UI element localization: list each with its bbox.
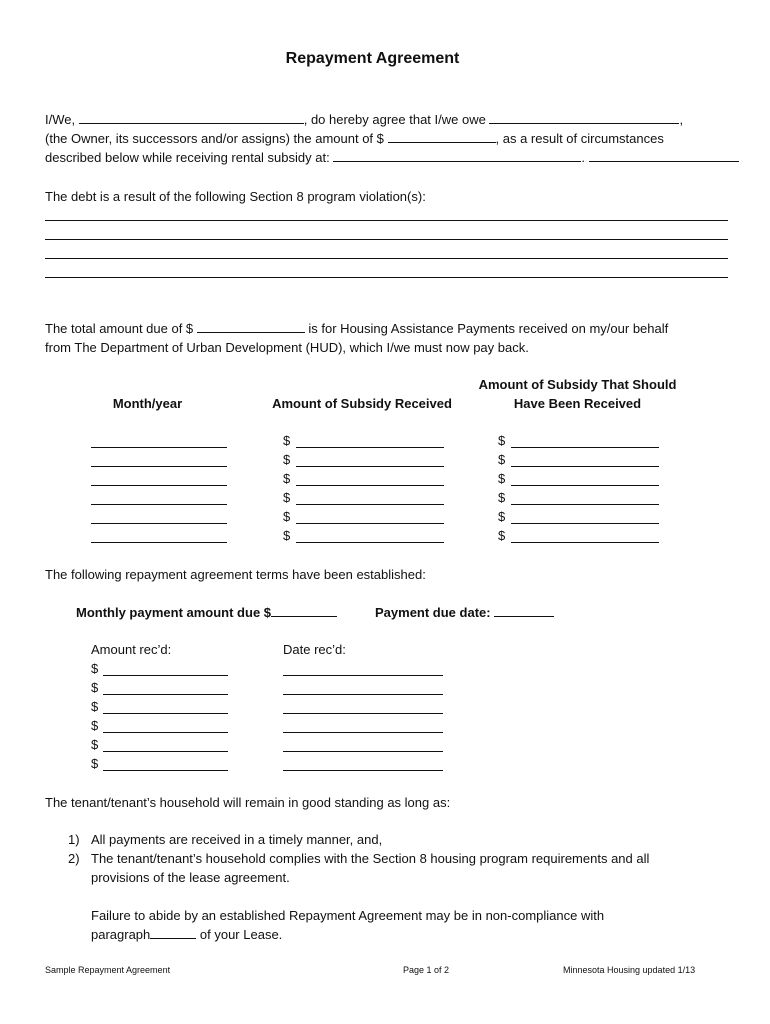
failure-line-2: [91, 927, 282, 942]
amount-recd-field[interactable]: [103, 770, 228, 771]
tenant-name-field[interactable]: [79, 112, 304, 124]
col-header-month: Month/year: [112, 396, 183, 411]
document-title: Repayment Agreement: [285, 50, 460, 67]
intro-text: , as a result of circumstances: [495, 131, 664, 146]
violation-line[interactable]: [45, 258, 728, 259]
monthly-payment-label: Monthly payment amount due $: [76, 605, 272, 620]
month-year-field[interactable]: [91, 542, 227, 543]
col-header-should-line1: Amount of Subsidy That Should: [478, 377, 677, 392]
intro-text: described below while receiving rental subsidy at:: [45, 150, 334, 165]
intro-text: .: [581, 150, 585, 165]
intro-line-2: [45, 131, 664, 146]
intro-text: I/We,: [45, 112, 79, 127]
address-field-2[interactable]: [589, 150, 739, 162]
amount-recd-currency: $: [91, 756, 99, 771]
received-amount-currency: $: [283, 528, 291, 543]
amount-recd-label: Amount rec’d:: [91, 642, 172, 657]
intro-line-3: [45, 150, 739, 165]
amount-recd-currency: $: [91, 680, 99, 695]
total-line-2: from The Department of Urban Development (HUD), which I/we must now pay back.: [45, 340, 529, 355]
should-amount-currency: $: [498, 528, 506, 543]
intro-line-1: [45, 112, 683, 127]
received-amount-field[interactable]: [296, 523, 444, 524]
should-amount-field[interactable]: [511, 542, 659, 543]
paragraph-number-field[interactable]: [150, 927, 196, 939]
amount-recd-field[interactable]: [103, 694, 228, 695]
amount-recd-field[interactable]: [103, 751, 228, 752]
condition-number-2: 2): [68, 851, 80, 866]
due-date-label: Payment due date:: [375, 605, 495, 620]
total-text: is for Housing Assistance Payments received on my/our behalf: [304, 321, 669, 336]
due-date-field[interactable]: [494, 605, 554, 617]
failure-line-1: Failure to abide by an established Repayment Agreement may be in non-compliance with: [91, 908, 605, 923]
footer-right: Minnesota Housing updated 1/13: [563, 965, 696, 975]
received-amount-currency: $: [283, 433, 291, 448]
violation-line[interactable]: [45, 277, 728, 278]
monthly-payment-row: [76, 605, 337, 620]
footer-page-number: Page 1 of 2: [403, 965, 450, 975]
date-recd-field[interactable]: [283, 675, 443, 676]
should-amount-currency: $: [498, 471, 506, 486]
amount-recd-currency: $: [91, 718, 99, 733]
violation-line[interactable]: [45, 220, 728, 221]
footer-left: Sample Repayment Agreement: [45, 965, 171, 975]
should-amount-field[interactable]: [511, 466, 659, 467]
intro-text: (the Owner, its successors and/or assigns) the amount of $: [45, 131, 388, 146]
received-amount-field[interactable]: [296, 466, 444, 467]
violation-line[interactable]: [45, 239, 728, 240]
date-recd-field[interactable]: [283, 713, 443, 714]
date-recd-field[interactable]: [283, 732, 443, 733]
condition-2-line-2: provisions of the lease agreement.: [91, 870, 290, 885]
should-amount-currency: $: [498, 452, 506, 467]
owner-name-field[interactable]: [489, 112, 679, 124]
should-amount-field[interactable]: [511, 523, 659, 524]
should-amount-field[interactable]: [511, 447, 659, 448]
should-amount-currency: $: [498, 433, 506, 448]
debt-statement: The debt is a result of the following Section 8 program violation(s):: [45, 189, 426, 204]
total-text: The total amount due of $: [45, 321, 197, 336]
received-amount-currency: $: [283, 452, 291, 467]
received-amount-field[interactable]: [296, 485, 444, 486]
failure-text: of your Lease.: [196, 927, 283, 942]
received-amount-currency: $: [283, 490, 291, 505]
amount-owed-field[interactable]: [388, 131, 496, 143]
received-amount-currency: $: [283, 509, 291, 524]
date-recd-field[interactable]: [283, 694, 443, 695]
amount-recd-field[interactable]: [103, 732, 228, 733]
month-year-field[interactable]: [91, 485, 227, 486]
should-amount-currency: $: [498, 490, 506, 505]
should-amount-currency: $: [498, 509, 506, 524]
condition-2-line-1: The tenant/tenant’s household complies with the Section 8 housing program requirements and all: [91, 851, 650, 866]
intro-text: , do hereby agree that I/we owe: [303, 112, 490, 127]
condition-number-1: 1): [68, 832, 80, 847]
address-field[interactable]: [333, 150, 581, 162]
col-header-should-line2: Have Been Received: [513, 396, 642, 411]
total-amount-field[interactable]: [197, 321, 305, 333]
amount-recd-currency: $: [91, 737, 99, 752]
amount-recd-field[interactable]: [103, 675, 228, 676]
due-date-row: [375, 605, 554, 620]
month-year-field[interactable]: [91, 447, 227, 448]
month-year-field[interactable]: [91, 466, 227, 467]
terms-intro: The following repayment agreement terms have been established:: [45, 567, 426, 582]
date-recd-field[interactable]: [283, 751, 443, 752]
date-recd-field[interactable]: [283, 770, 443, 771]
amount-recd-currency: $: [91, 661, 99, 676]
month-year-field[interactable]: [91, 523, 227, 524]
failure-text: paragraph: [91, 927, 151, 942]
monthly-payment-field[interactable]: [271, 605, 337, 617]
intro-text: ,: [679, 112, 684, 127]
date-recd-label: Date rec’d:: [283, 642, 346, 657]
col-header-received: Amount of Subsidy Received: [272, 396, 452, 411]
amount-recd-field[interactable]: [103, 713, 228, 714]
amount-recd-currency: $: [91, 699, 99, 714]
condition-1: All payments are received in a timely manner, and,: [91, 832, 383, 847]
received-amount-currency: $: [283, 471, 291, 486]
month-year-field[interactable]: [91, 504, 227, 505]
received-amount-field[interactable]: [296, 542, 444, 543]
total-line-1: [45, 321, 668, 336]
should-amount-field[interactable]: [511, 485, 659, 486]
should-amount-field[interactable]: [511, 504, 659, 505]
standing-statement: The tenant/tenant’s household will remain in good standing as long as:: [45, 795, 451, 810]
received-amount-field[interactable]: [296, 447, 444, 448]
received-amount-field[interactable]: [296, 504, 444, 505]
